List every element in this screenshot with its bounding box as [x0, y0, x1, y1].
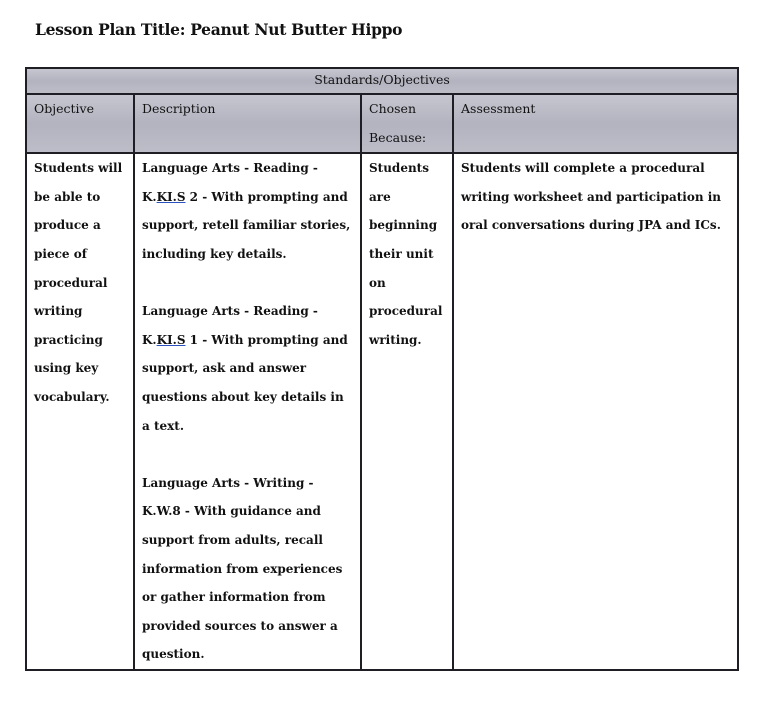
- standard-reading-2: [142, 154, 353, 268]
- assessment-text: Students will complete a procedural writing worksheet and participation in oral conversations during JPA and ICs.: [461, 161, 722, 233]
- table-row: [26, 153, 738, 670]
- standard-writing-8: [142, 469, 353, 669]
- section-header: Standards/Objectives: [26, 68, 738, 94]
- standard-reading-1: [142, 297, 353, 440]
- objective-text: Students will be able to produce a piece of procedural writing practicing using key vocabulary.: [34, 161, 123, 404]
- standards-objectives-table: [25, 67, 739, 671]
- column-header-assessment-label: Assessment: [461, 101, 536, 116]
- column-header-chosen-line2: Because:: [369, 129, 427, 145]
- column-header-chosen-because: [361, 94, 453, 153]
- column-header-description: [134, 94, 361, 153]
- standard-code-underlined: KI.S: [156, 332, 186, 347]
- standard-code-underlined: KI.S: [156, 189, 186, 204]
- standard-prefix: Language Arts - Reading - K.: [142, 304, 318, 347]
- lesson-plan-title: Lesson Plan Title: Peanut Nut Butter Hippo: [35, 20, 403, 39]
- standard-suffix: 1 - With prompting and support, ask and answer questions about key details in a text.: [142, 332, 348, 433]
- chosen-because-cell: [361, 153, 453, 670]
- assessment-cell: [453, 153, 738, 670]
- column-header-objective: [26, 94, 134, 153]
- standard-text: Language Arts - Writing - K.W.8 - With guidance and support from adults, recall information from experiences or gather information from provided sources to answer a question.: [142, 475, 343, 662]
- column-header-assessment: [453, 94, 738, 153]
- chosen-because-text: Students are beginning their unit on procedural writing.: [369, 161, 443, 347]
- column-header-description-label: Description: [142, 101, 216, 116]
- column-header-chosen-line1: Chosen: [369, 101, 417, 116]
- standard-prefix: Language Arts - Reading - K.: [142, 161, 318, 204]
- column-header-objective-label: Objective: [34, 101, 95, 116]
- objective-cell: [26, 153, 134, 670]
- description-cell: [134, 153, 361, 670]
- standard-suffix: 2 - With prompting and support, retell familiar stories, including key details.: [142, 189, 351, 261]
